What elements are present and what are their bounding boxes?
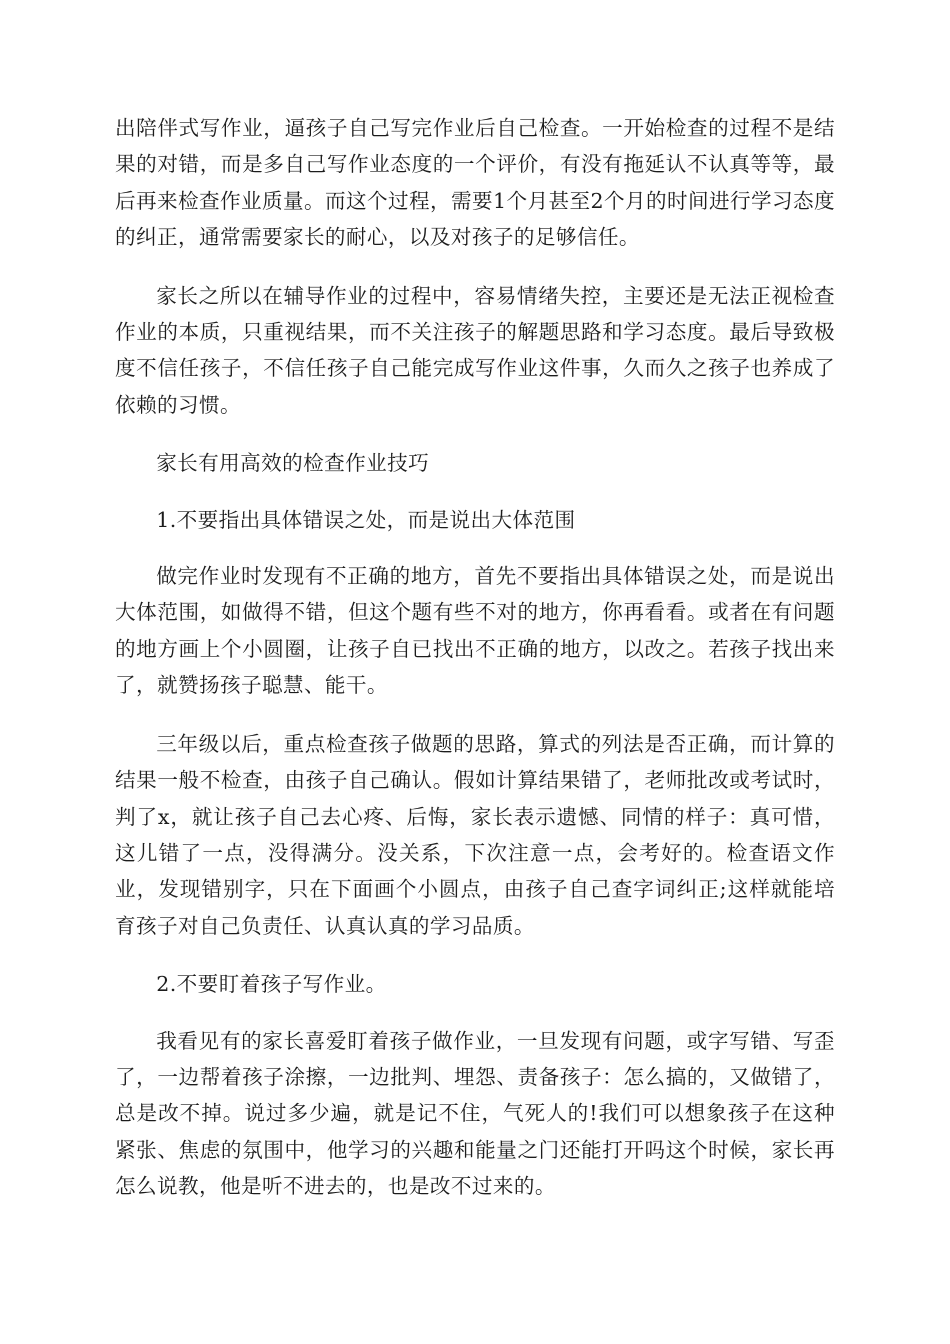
- numbered-heading: 2.不要盯着孩子写作业。: [156, 972, 387, 997]
- paragraph: 三年级以后，重点检查孩子做题的思路，算式的列法是否正确，而计算的结果一般不检查，由孩子自己确认。假如计算结果错了，老师批改或考试时，判了x，就让孩子自己去心疼、后悔，家长表示遗憾、同情的样子：真可惜，这儿错了一点，没得满分。没关系，下次注意一点，会考好的。检查语文作业，发现错别字，只在下面画个小圆点，由孩子自己查字词纠正;这样就能培育孩子对自己负责任、认真认真的学习品质。: [115, 731, 835, 938]
- paragraph: 家长之所以在辅导作业的过程中，容易情绪失控，主要还是无法正视检查作业的本质，只重视结果，而不关注孩子的解题思路和学习态度。最后导致极度不信任孩子，不信任孩子自己能完成写作业这件事，久而久之孩子也养成了依赖的习惯。: [115, 283, 835, 417]
- paragraph: 做完作业时发现有不正确的地方，首先不要指出具体错误之处，而是说出大体范围，如做得不错，但这个题有些不对的地方，你再看看。或者在有问题的地方画上个小圆圈，让孩子自已找出不正确的地方，以改之。若孩子找出来了，就赞扬孩子聪慧、能干。: [115, 564, 835, 698]
- paragraph: 我看见有的家长喜爱盯着孩子做作业，一旦发现有问题，或字写错、写歪了，一边帮着孩子涂擦，一边批判、埋怨、责备孩子：怎么搞的，又做错了，总是改不掉。说过多少遍，就是记不住，气死人的!我们可以想象孩子在这种紧张、焦虑的氛围中，他学习的兴趣和能量之门还能打开吗这个时候，家长再怎么说教，他是听不进去的，也是改不过来的。: [115, 1028, 835, 1199]
- paragraph-continued: 出陪伴式写作业，逼孩子自己写完作业后自己检查。一开始检查的过程不是结果的对错，而是多自己写作业态度的一个评价，有没有拖延认不认真等等，最后再来检查作业质量。而这个过程，需要1个月甚至2个月的时间进行学习态度的纠正，通常需要家长的耐心，以及对孩子的足够信任。: [115, 116, 835, 250]
- section-heading: 家长有用高效的检查作业技巧: [156, 451, 430, 476]
- document-body: [115, 110, 835, 1227]
- numbered-heading: 1.不要指出具体错误之处，而是说出大体范围: [156, 507, 576, 532]
